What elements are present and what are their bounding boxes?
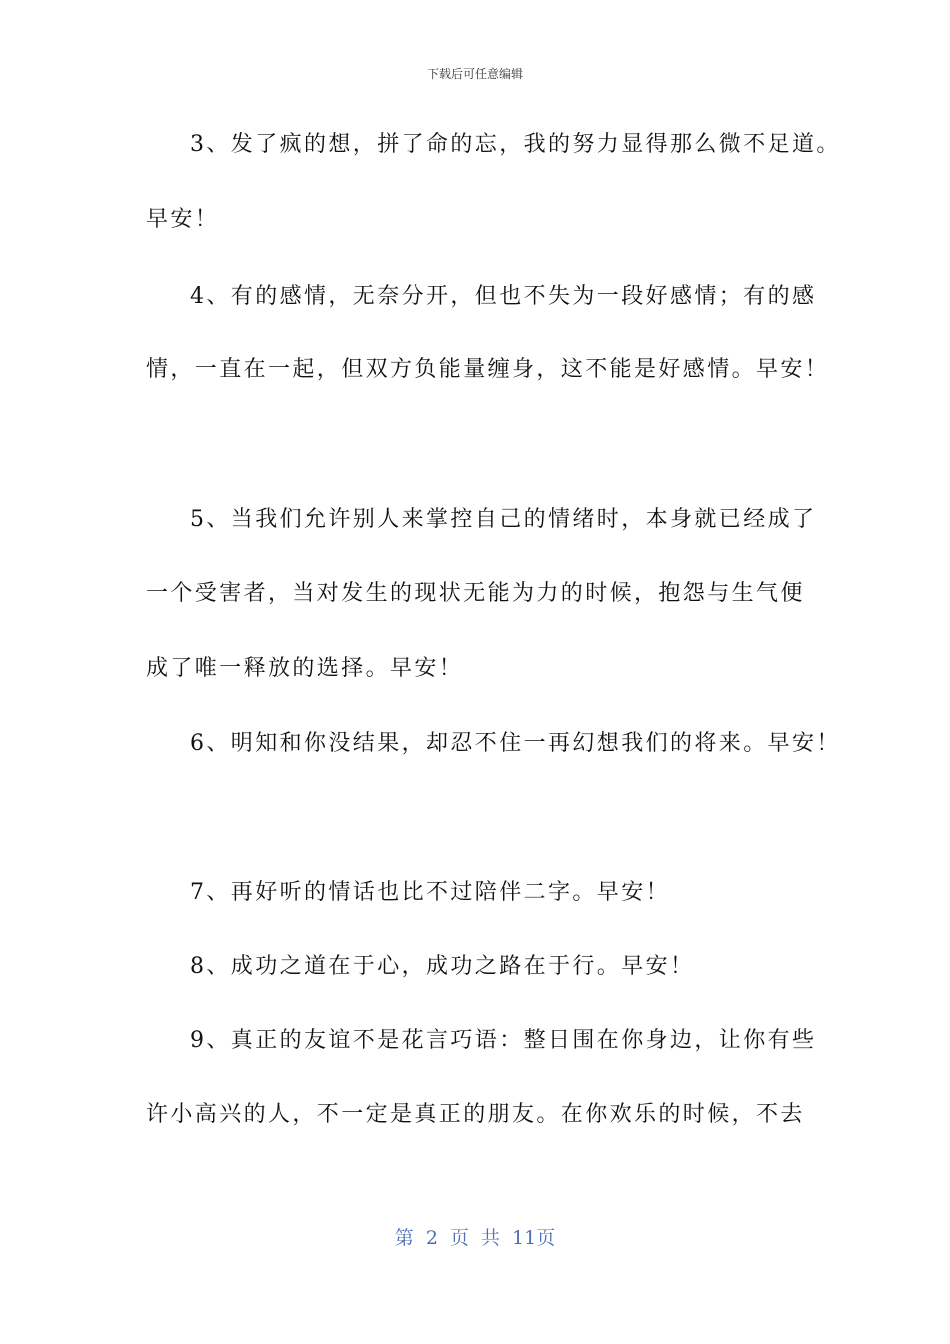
text-line: 4、有的感情，无奈分开，但也不失为一段好感情；有的感 [190, 284, 817, 309]
text-line: 许小高兴的人，不一定是真正的朋友。在你欢乐的时候，不去 [146, 1102, 805, 1127]
page-number: 第 2 页 共 11页 [394, 1227, 556, 1249]
text-line: 9、真正的友谊不是花言巧语：整日围在你身边，让你有些 [190, 1028, 817, 1053]
header-note: 下载后可任意编辑 [426, 67, 523, 81]
text-line: 成了唯一释放的选择。早安！ [146, 656, 464, 681]
text-line: 一个受害者，当对发生的现状无能为力的时候，抱怨与生气便 [146, 581, 805, 606]
text-line: 7、再好听的情话也比不过陪伴二字。早安！ [190, 880, 670, 905]
text-line: 3、发了疯的想，拼了命的忘，我的努力显得那么微不足道。 [190, 132, 841, 157]
text-line: 早安！ [146, 207, 220, 232]
text-line: 5、当我们允许别人来掌控自己的情绪时，本身就已经成了 [190, 507, 817, 532]
text-line: 情，一直在一起，但双方负能量缠身，这不能是好感情。早安！ [146, 357, 830, 382]
text-line: 8、成功之道在于心，成功之路在于行。早安！ [190, 954, 695, 979]
text-line: 6、明知和你没结果，却忍不住一再幻想我们的将来。早安！ [190, 731, 841, 756]
